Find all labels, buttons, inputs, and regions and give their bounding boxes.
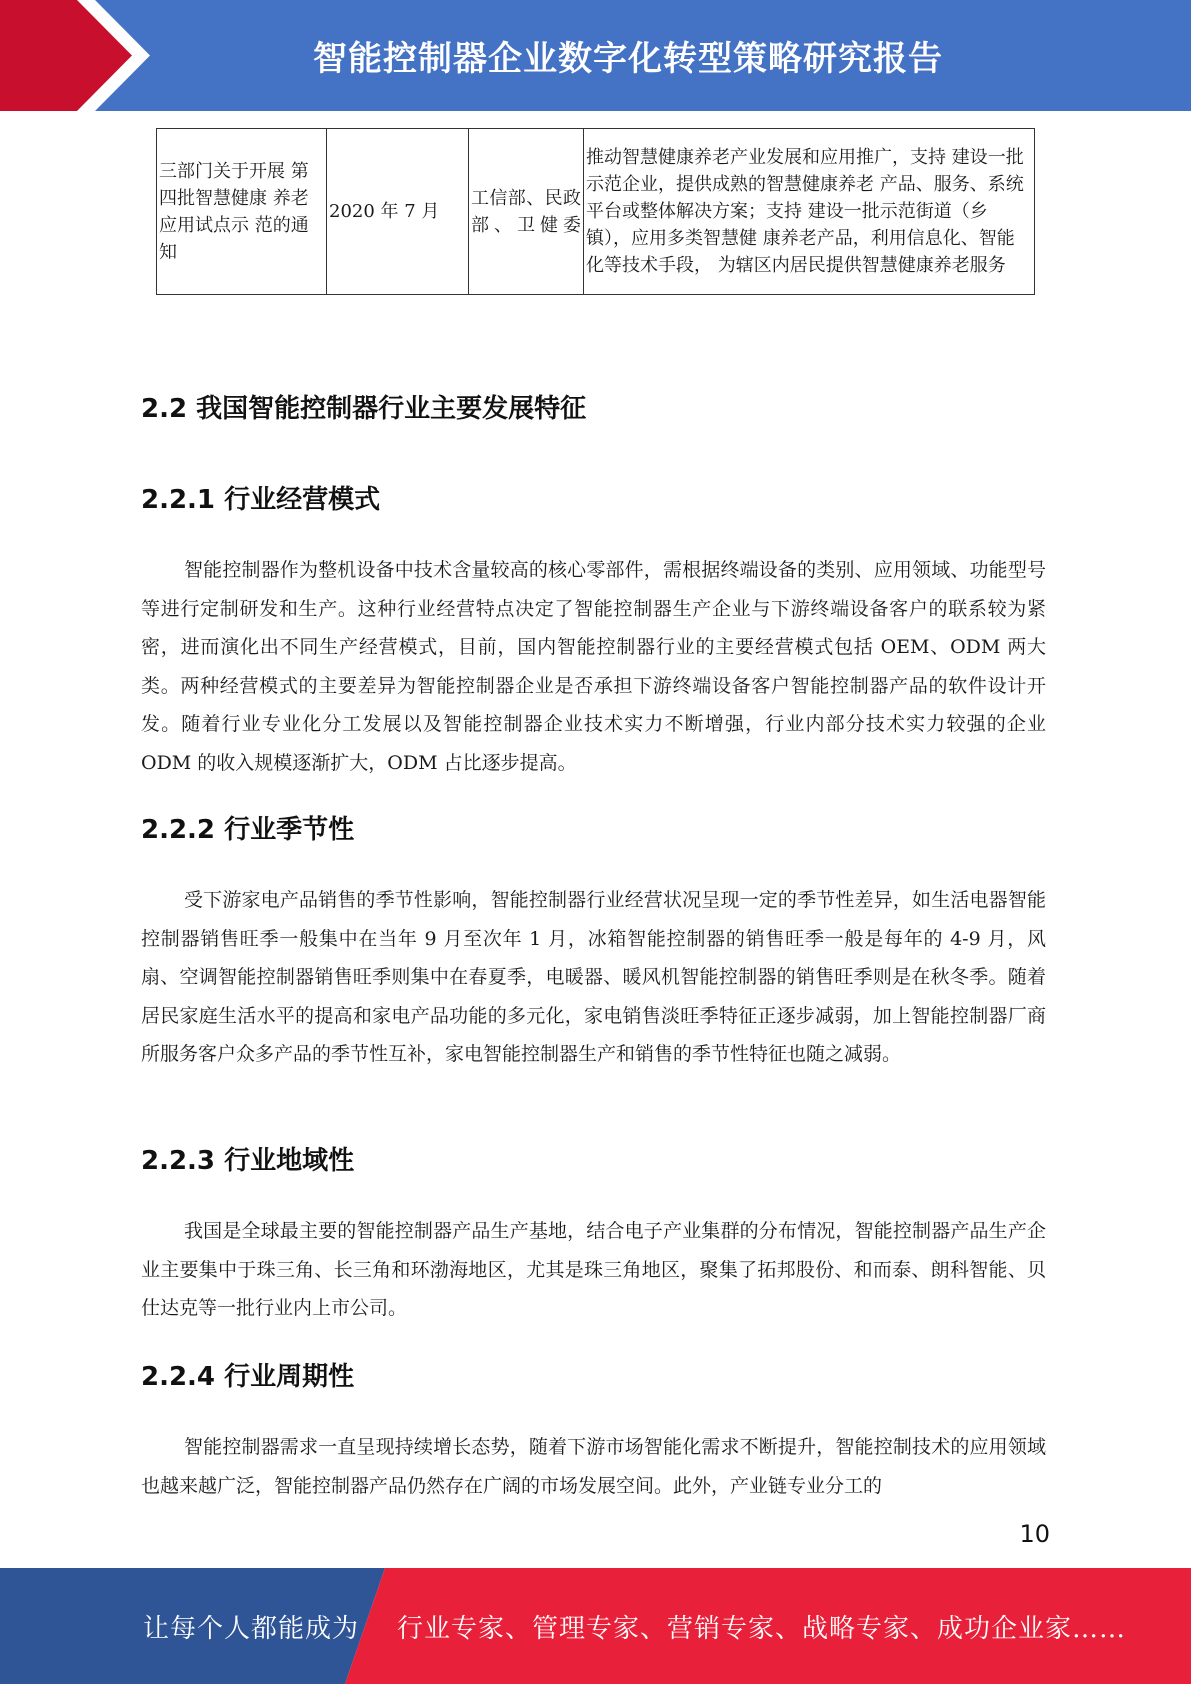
body-paragraph: 智能控制器作为整机设备中技术含量较高的核心零部件，需根据终端设备的类别、应用领域、功能型号等进行定制研发和生产。这种行业经营特点决定了智能控制器生产企业与下游终端设备客户的联系较为紧密，进而演化出不同生产经营模式，目前，国内智能控制器行业的主要经营模式包括 OEM、ODM 两大类。两种经营模式的主要差异为智能控制器企业是否承担下游终端设备客户智能控制器产品的软件设计开发。随着行业专业化分工发展以及智能控制器企业技术实力不断增强，行业内部分技术实力较强的企业 ODM 的收入规模逐渐扩大，ODM 占比逐步提高。 [141, 559, 1046, 774]
report-title: 智能控制器企业数字化转型策略研究报告 [313, 39, 943, 79]
policy-content-cell: 推动智慧健康养老产业发展和应用推广，支持 建设一批示范企业，提供成熟的智慧健康养老 产品、服务、系统平台或整体解决方案；支持 建设一批示范街道（乡镇），应用多类智慧健 康养老产品，利用信息化、智能化等技术手段， 为辖区内居民提供智慧健康养老服务 [584, 129, 1035, 295]
footer-slogan-right: 行业专家、管理专家、营销专家、战略专家、成功企业家…… [397, 1613, 1127, 1644]
policy-department-cell: 工信部、民政部、卫健委 [469, 129, 584, 295]
subsection-heading: 2.2.1 行业经营模式 [141, 485, 381, 515]
table-row [157, 129, 1035, 295]
body-paragraph: 受下游家电产品销售的季节性影响，智能控制器行业经营状况呈现一定的季节性差异，如生活电器智能控制器销售旺季一般集中在当年 9 月至次年 1 月，冰箱智能控制器的销售旺季一般是每年的 4-9 月，风扇、空调智能控制器销售旺季则集中在春夏季，电暖器、暖风机智能控制器的销售旺季则是在秋冬季。随着居民家庭生活水平的提高和家电产品功能的多元化，家电销售淡旺季特征正逐步减弱，加上智能控制器厂商所服务客户众多产品的季节性互补，家电智能控制器生产和销售的季节性特征也随之减弱。 [141, 889, 1046, 1065]
policy-name-cell: 三部门关于开展 第四批智慧健康 养老应用试点示 范的通知 [157, 129, 327, 295]
body-paragraph: 智能控制器需求一直呈现持续增长态势，随着下游市场智能化需求不断提升，智能控制技术的应用领域也越来越广泛，智能控制器产品仍然存在广阔的市场发展空间。此外，产业链专业分工的 [141, 1436, 1046, 1497]
policy-table [156, 128, 1035, 295]
footer-slogan-left: 让每个人都能成为 [143, 1613, 360, 1644]
body-paragraph: 我国是全球最主要的智能控制器产品生产基地，结合电子产业集群的分布情况，智能控制器产品生产企业主要集中于珠三角、长三角和环渤海地区，尤其是珠三角地区，聚集了拓邦股份、和而泰、朗科智能、贝仕达克等一批行业内上市公司。 [141, 1220, 1046, 1319]
footer-banner [0, 1568, 1191, 1684]
section-heading: 2.2 我国智能控制器行业主要发展特征 [141, 394, 587, 424]
subsection-heading: 2.2.2 行业季节性 [141, 815, 355, 845]
subsection-heading: 2.2.3 行业地域性 [141, 1146, 355, 1176]
policy-date-cell: 2020 年 7 月 [327, 129, 469, 295]
header-arrow-decoration [0, 0, 160, 111]
page-number: 10 [1019, 1520, 1050, 1548]
subsection-heading: 2.2.4 行业周期性 [141, 1362, 355, 1392]
header-banner [0, 0, 1191, 111]
